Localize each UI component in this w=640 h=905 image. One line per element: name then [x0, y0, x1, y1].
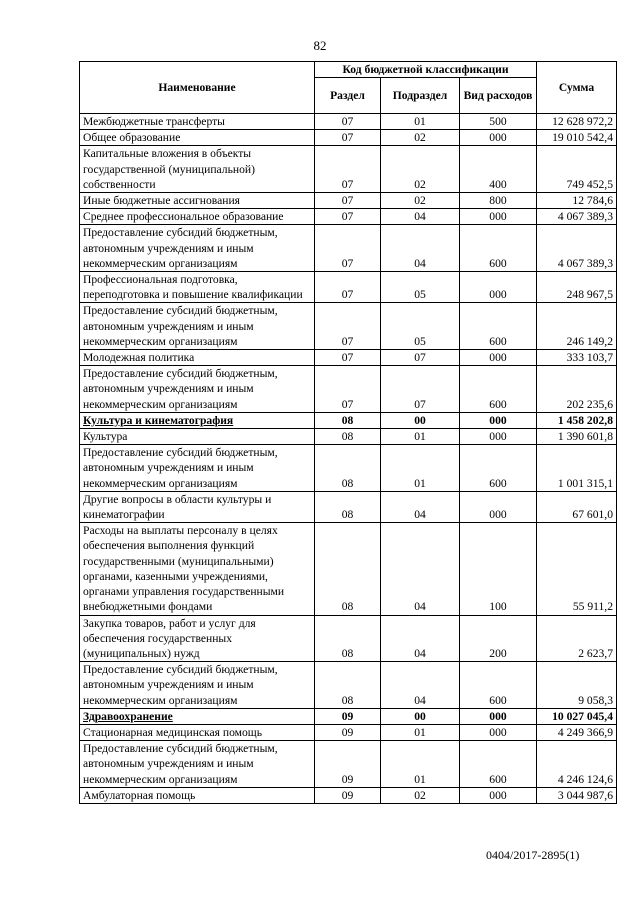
row-podrazdel: 04 — [381, 209, 460, 225]
row-vid: 800 — [460, 193, 537, 209]
row-vid: 000 — [460, 708, 537, 724]
table-row — [80, 662, 617, 709]
row-podrazdel: 07 — [381, 350, 460, 366]
row-vid: 600 — [460, 303, 537, 350]
row-vid: 000 — [460, 350, 537, 366]
table-row — [80, 708, 617, 724]
row-name: Межбюджетные трансферты — [80, 114, 315, 130]
table-row — [80, 412, 617, 428]
row-podrazdel: 04 — [381, 662, 460, 709]
row-podrazdel: 05 — [381, 303, 460, 350]
row-name: Стационарная медицинская помощь — [80, 724, 315, 740]
row-name: Иные бюджетные ассигнования — [80, 193, 315, 209]
row-summa: 10 027 045,4 — [537, 708, 617, 724]
table-row — [80, 724, 617, 740]
row-razdel: 09 — [315, 741, 381, 788]
row-summa: 246 149,2 — [537, 303, 617, 350]
header-podrazdel: Подраздел — [381, 78, 460, 114]
row-razdel: 07 — [315, 366, 381, 413]
row-vid: 600 — [460, 366, 537, 413]
row-summa: 4 067 389,3 — [537, 209, 617, 225]
row-razdel: 07 — [315, 303, 381, 350]
row-vid: 000 — [460, 491, 537, 522]
row-podrazdel: 04 — [381, 523, 460, 615]
row-podrazdel: 04 — [381, 225, 460, 272]
row-summa: 1 458 202,8 — [537, 412, 617, 428]
table-row — [80, 209, 617, 225]
row-vid: 000 — [460, 429, 537, 445]
row-vid: 600 — [460, 662, 537, 709]
row-summa: 67 601,0 — [537, 491, 617, 522]
row-name: Закупка товаров, работ и услуг для обеспечения государственных (муниципальных) нужд — [80, 615, 315, 662]
table-row — [80, 193, 617, 209]
row-podrazdel: 04 — [381, 615, 460, 662]
row-summa: 1 390 601,8 — [537, 429, 617, 445]
row-vid: 600 — [460, 225, 537, 272]
table-row — [80, 114, 617, 130]
row-summa: 19 010 542,4 — [537, 130, 617, 146]
row-podrazdel: 01 — [381, 724, 460, 740]
row-name: Общее образование — [80, 130, 315, 146]
row-podrazdel: 02 — [381, 146, 460, 193]
row-razdel: 09 — [315, 708, 381, 724]
row-name: Предоставление субсидий бюджетным, автономным учреждениям и иным некоммерческим организациям — [80, 741, 315, 788]
page-number: 82 — [313, 38, 327, 53]
row-podrazdel: 02 — [381, 193, 460, 209]
row-razdel: 07 — [315, 114, 381, 130]
header-name: Наименование — [80, 62, 315, 114]
row-name: Молодежная политика — [80, 350, 315, 366]
row-vid: 200 — [460, 615, 537, 662]
row-razdel: 08 — [315, 615, 381, 662]
row-podrazdel: 01 — [381, 114, 460, 130]
row-razdel: 08 — [315, 445, 381, 492]
row-summa: 9 058,3 — [537, 662, 617, 709]
row-summa: 12 784,6 — [537, 193, 617, 209]
row-name: Предоставление субсидий бюджетным, автономным учреждениям и иным некоммерческим организациям — [80, 445, 315, 492]
row-summa: 333 103,7 — [537, 350, 617, 366]
table-row — [80, 350, 617, 366]
row-razdel: 08 — [315, 429, 381, 445]
row-vid: 000 — [460, 412, 537, 428]
row-summa: 4 249 366,9 — [537, 724, 617, 740]
table-row — [80, 445, 617, 492]
row-summa: 4 067 389,3 — [537, 225, 617, 272]
row-razdel: 07 — [315, 350, 381, 366]
row-name: Капитальные вложения в объекты государственной (муниципальной) собственности — [80, 146, 315, 193]
row-razdel: 07 — [315, 209, 381, 225]
row-podrazdel: 07 — [381, 366, 460, 413]
row-podrazdel: 02 — [381, 787, 460, 803]
row-razdel: 08 — [315, 491, 381, 522]
row-name: Среднее профессиональное образование — [80, 209, 315, 225]
header-kod-group: Код бюджетной классификации — [315, 62, 537, 78]
row-vid: 500 — [460, 114, 537, 130]
row-podrazdel: 01 — [381, 741, 460, 788]
row-vid: 000 — [460, 272, 537, 303]
table-row — [80, 366, 617, 413]
row-razdel: 08 — [315, 662, 381, 709]
row-razdel: 08 — [315, 412, 381, 428]
row-summa: 1 001 315,1 — [537, 445, 617, 492]
table-row — [80, 523, 617, 615]
row-name: Амбулаторная помощь — [80, 787, 315, 803]
table-row — [80, 130, 617, 146]
row-name: Другие вопросы в области культуры и кинематографии — [80, 491, 315, 522]
row-summa: 12 628 972,2 — [537, 114, 617, 130]
row-razdel: 07 — [315, 146, 381, 193]
header-summa: Сумма — [537, 62, 617, 114]
table-row — [80, 303, 617, 350]
row-vid: 100 — [460, 523, 537, 615]
table-row — [80, 146, 617, 193]
row-name: Предоставление субсидий бюджетным, автономным учреждениям и иным некоммерческим организациям — [80, 303, 315, 350]
table-row — [80, 429, 617, 445]
row-summa: 55 911,2 — [537, 523, 617, 615]
row-razdel: 07 — [315, 130, 381, 146]
row-podrazdel: 05 — [381, 272, 460, 303]
row-vid: 000 — [460, 724, 537, 740]
row-vid: 000 — [460, 130, 537, 146]
row-summa: 248 967,5 — [537, 272, 617, 303]
row-summa: 202 235,6 — [537, 366, 617, 413]
table-row — [80, 225, 617, 272]
row-summa: 4 246 124,6 — [537, 741, 617, 788]
row-name: Предоставление субсидий бюджетным, автономным учреждениям и иным некоммерческим организациям — [80, 662, 315, 709]
row-name: Предоставление субсидий бюджетным, автономным учреждениям и иным некоммерческим организациям — [80, 225, 315, 272]
row-name: Здравоохранение — [80, 708, 315, 724]
row-vid: 600 — [460, 445, 537, 492]
row-name: Культура и кинематография — [80, 412, 315, 428]
row-razdel: 07 — [315, 225, 381, 272]
row-vid: 000 — [460, 787, 537, 803]
row-podrazdel: 02 — [381, 130, 460, 146]
header-razdel: Раздел — [315, 78, 381, 114]
row-razdel: 07 — [315, 193, 381, 209]
row-podrazdel: 00 — [381, 412, 460, 428]
table-row — [80, 272, 617, 303]
row-name: Культура — [80, 429, 315, 445]
row-razdel: 07 — [315, 272, 381, 303]
row-name: Предоставление субсидий бюджетным, автономным учреждениям и иным некоммерческим организациям — [80, 366, 315, 413]
row-razdel: 09 — [315, 787, 381, 803]
row-name: Профессиональная подготовка, переподготовка и повышение квалификации — [80, 272, 315, 303]
row-summa: 2 623,7 — [537, 615, 617, 662]
row-razdel: 09 — [315, 724, 381, 740]
row-razdel: 08 — [315, 523, 381, 615]
table-row — [80, 741, 617, 788]
table-row — [80, 787, 617, 803]
row-vid: 600 — [460, 741, 537, 788]
table-row — [80, 615, 617, 662]
row-podrazdel: 00 — [381, 708, 460, 724]
budget-table — [79, 61, 617, 804]
row-vid: 400 — [460, 146, 537, 193]
row-podrazdel: 01 — [381, 445, 460, 492]
row-summa: 749 452,5 — [537, 146, 617, 193]
row-vid: 000 — [460, 209, 537, 225]
row-summa: 3 044 987,6 — [537, 787, 617, 803]
header-vid: Вид расходов — [460, 78, 537, 114]
row-podrazdel: 01 — [381, 429, 460, 445]
row-name: Расходы на выплаты персоналу в целях обеспечения выполнения функций государственными (муниципальными) органами, казенными учреждениями, органами управления государственными внебюджетными фондами — [80, 523, 315, 615]
table-row — [80, 491, 617, 522]
row-podrazdel: 04 — [381, 491, 460, 522]
document-code: 0404/2017-2895(1) — [486, 848, 580, 862]
